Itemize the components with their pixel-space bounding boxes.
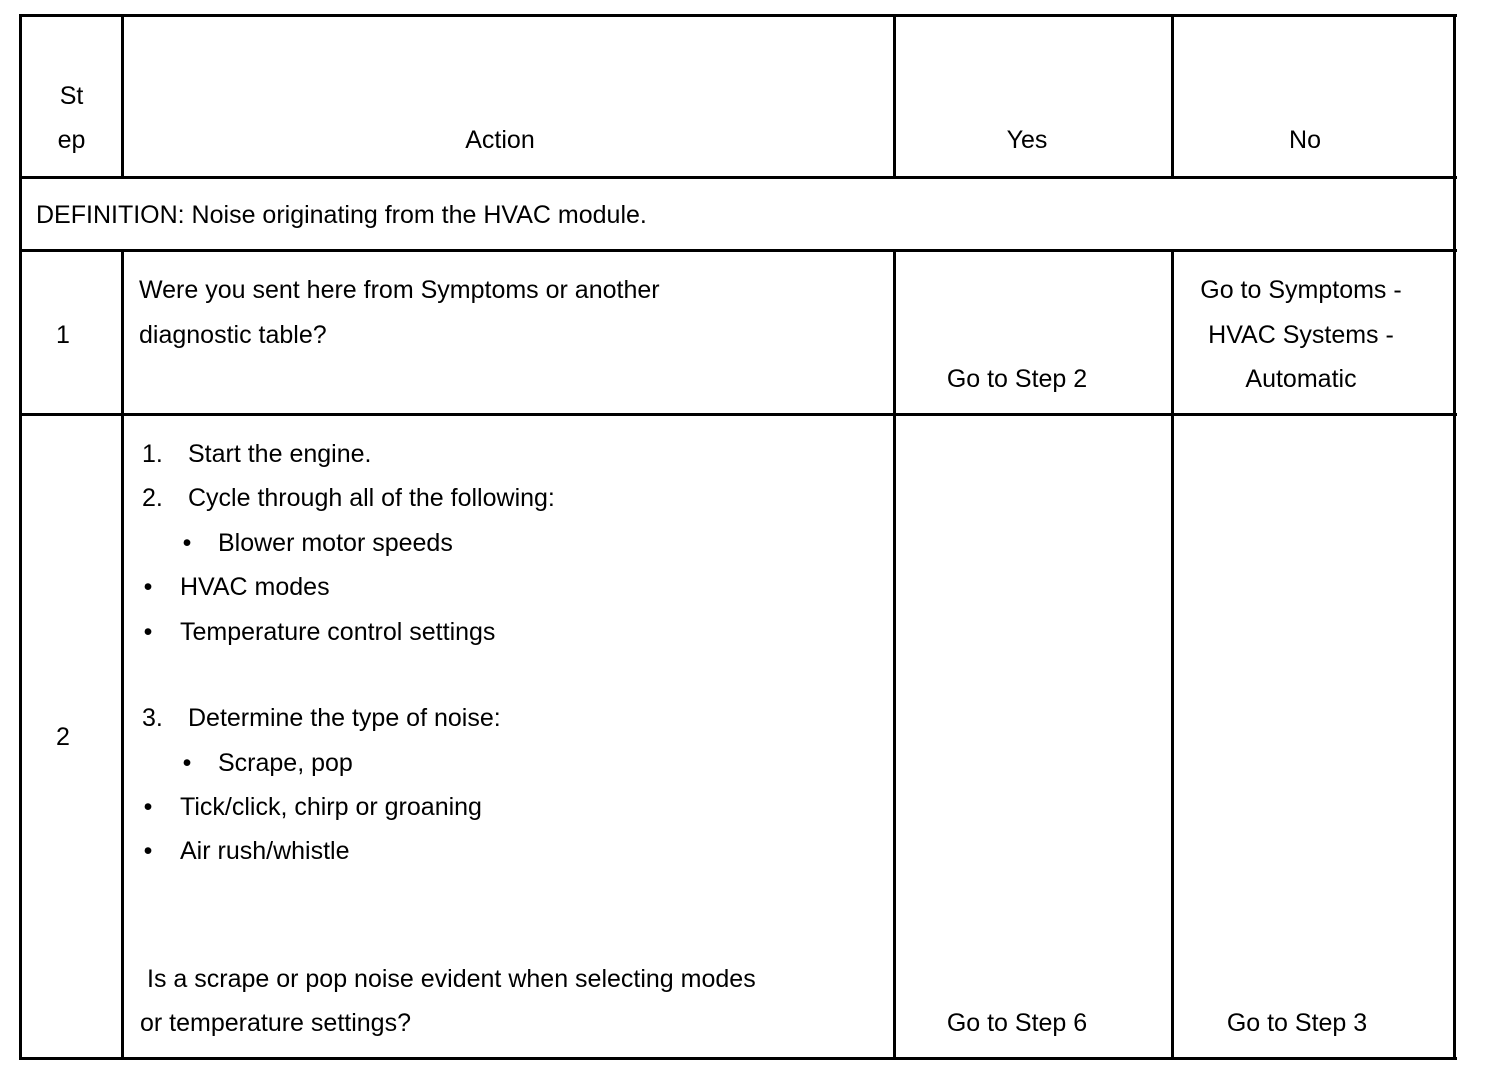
action-text: Were you sent here from Symptoms or another — [139, 276, 660, 304]
question-text: or temperature settings? — [140, 1009, 411, 1037]
table-bottom-border — [19, 1057, 1457, 1060]
header-action: Action — [465, 126, 535, 154]
header-bottom-border — [19, 176, 1457, 179]
step-number: 2 — [56, 723, 70, 751]
list-item: Determine the type of noise: — [188, 704, 501, 732]
table-top-border — [19, 14, 1457, 17]
definition-bottom-border — [19, 249, 1457, 252]
row1-bottom-border — [19, 413, 1457, 416]
list-item: Start the engine. — [188, 440, 372, 468]
no-result: Go to Step 3 — [1226, 1009, 1368, 1037]
table-right-border — [1453, 14, 1456, 1060]
header-step: St — [59, 82, 84, 110]
bullet-icon: • — [182, 529, 192, 557]
column-divider — [121, 249, 124, 1060]
bullet-icon: • — [143, 573, 153, 601]
bullet-icon: • — [143, 837, 153, 865]
no-result: Automatic — [1245, 365, 1357, 393]
list-item: Temperature control settings — [180, 618, 496, 646]
header-yes: Yes — [1006, 126, 1048, 154]
no-result: HVAC Systems - — [1208, 321, 1394, 349]
no-result: Go to Symptoms - — [1200, 276, 1402, 304]
list-item: Blower motor speeds — [218, 529, 453, 557]
list-number: 2. — [142, 484, 163, 512]
bullet-icon: • — [182, 749, 192, 777]
list-number: 1. — [142, 440, 163, 468]
question-text: Is a scrape or pop noise evident when selecting modes — [147, 965, 756, 993]
header-no: No — [1289, 126, 1321, 154]
action-text: diagnostic table? — [139, 321, 327, 349]
table-left-border — [19, 14, 22, 1060]
list-item: Cycle through all of the following: — [188, 484, 555, 512]
list-item: Tick/click, chirp or groaning — [180, 793, 482, 821]
step-number: 1 — [56, 321, 70, 349]
bullet-icon: • — [143, 618, 153, 646]
list-item: Scrape, pop — [218, 749, 353, 777]
yes-result: Go to Step 2 — [946, 365, 1088, 393]
bullet-icon: • — [143, 793, 153, 821]
yes-result: Go to Step 6 — [946, 1009, 1088, 1037]
list-item: Air rush/whistle — [180, 837, 350, 865]
list-item: HVAC modes — [180, 573, 330, 601]
header-step: ep — [57, 126, 86, 154]
definition-text: DEFINITION: Noise originating from the HVAC module. — [36, 201, 647, 229]
list-number: 3. — [142, 704, 163, 732]
